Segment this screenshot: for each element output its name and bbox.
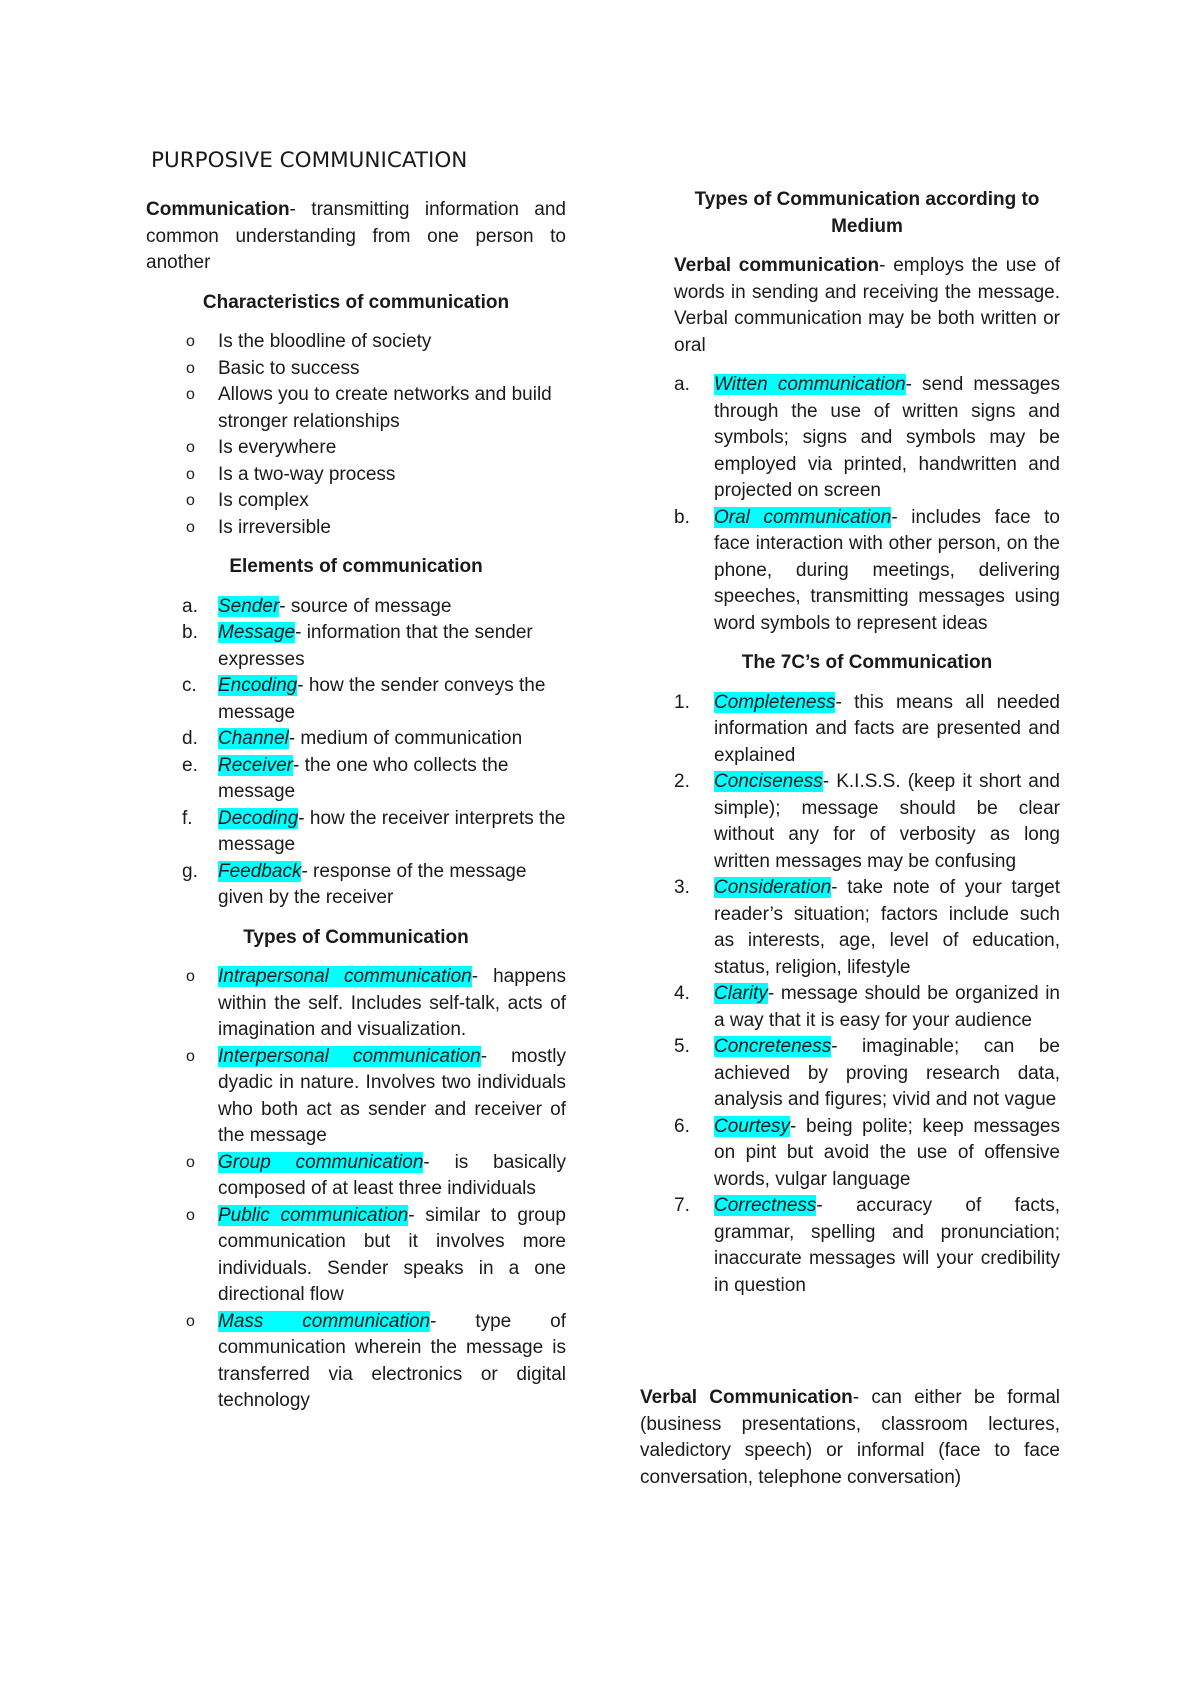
communication-definition <box>146 197 566 277</box>
list-item: o Basic to success <box>186 357 360 379</box>
types-heading: Types of Communication <box>243 926 469 948</box>
medium-heading: Types of Communication according to Medium <box>694 189 1040 237</box>
list-item: c. Encoding- how the sender conveys the message <box>182 675 546 723</box>
list-item: e. Receiver- the one who collects the message <box>182 754 509 802</box>
list-item: o Is irreversible <box>186 516 331 538</box>
elements-list <box>146 594 566 912</box>
list-item: o Intrapersonal communication- happens within the self. Includes self-talk, acts of imagination and visualization. <box>186 966 566 1040</box>
list-item: o Is the bloodline of society <box>186 331 432 352</box>
list-item: 1. Completeness- this means all needed information and facts are presented and explained <box>674 691 1060 766</box>
left-column <box>146 197 566 1415</box>
verbal-forms-paragraph: Verbal Communication- can either be formal (business presentations, classroom lectures, valedictory speech) or informal (face to face conversation, telephone conversation) <box>640 1387 1060 1488</box>
page-title: PURPOSIVE COMMUNICATION <box>151 148 468 173</box>
list-item: f. Decoding- how the receiver interprets the message <box>182 807 566 855</box>
list-item: o Allows you to create networks and build stronger relationships <box>186 384 552 432</box>
list-item: g. Feedback- response of the message given by the receiver <box>182 860 527 908</box>
list-item: d. Channel- medium of communication <box>182 728 523 749</box>
seven-cs-heading: The 7C’s of Communication <box>741 652 993 673</box>
list-item: 7. Correctness- accuracy of facts, grammar, spelling and pronunciation; inaccurate messages will your credibility in question <box>674 1195 1060 1296</box>
list-item: o Public communication- similar to group communication but it involves more individuals. Sender speaks in a one directional flow <box>186 1204 566 1305</box>
right-column <box>674 187 1060 1299</box>
list-item: o Is everywhere <box>186 437 337 458</box>
medium-list <box>674 372 1060 637</box>
characteristics-list <box>146 329 566 541</box>
characteristics-heading: Characteristics of communication <box>202 291 510 313</box>
list-item: 3. Consideration- take note of your target reader’s situation; factors include such as interests, age, level of education, status, religion, lifestyle <box>674 877 1060 978</box>
list-item: a. Witten communication- send messages through the use of written signs and symbols; signs and symbols may be employed via printed, handwritten and projected on screen <box>674 374 1060 501</box>
list-item: 2. Conciseness- K.I.S.S. (keep it short and simple); message should be clear without any for of verbosity as long written messages may be confusing <box>674 771 1060 872</box>
list-item: 6. Courtesy- being polite; keep messages on pint but avoid the use of offensive words, vulgar language <box>674 1115 1060 1190</box>
list-item: 5. Concreteness- imaginable; can be achieved by proving research data, analysis and figures; vivid and not vague <box>674 1036 1060 1110</box>
list-item: o Is complex <box>186 490 309 511</box>
list-item: o Mass communication- type of communication wherein the message is transferred via electronics or digital technology <box>186 1310 566 1411</box>
list-item: 4. Clarity- message should be organized in a way that it is easy for your audience <box>674 983 1060 1031</box>
list-item: o Interpersonal communication- mostly dyadic in nature. Involves two individuals who both act as sender and receiver of the message <box>186 1045 566 1146</box>
list-item: b. Message- information that the sender expresses <box>182 622 533 670</box>
definition-term: Communication <box>146 199 290 220</box>
list-item: a. Sender- source of message <box>182 595 452 617</box>
list-item: o Is a two-way process <box>186 463 396 485</box>
elements-heading: Elements of communication <box>229 556 483 577</box>
definition-text: - transmitting information and common understanding from one person to another <box>146 199 566 273</box>
list-item: b. Oral communication- includes face to face interaction with other person, on the phone, during meetings, delivering speeches, transmitting messages using word symbols to represent ideas <box>674 506 1060 634</box>
verbal-communication-definition: Verbal communication- employs the use of words in sending and receiving the message. Verbal communication may be both written or oral <box>674 255 1060 356</box>
seven-cs-list <box>674 690 1060 1300</box>
list-item: o Group communication- is basically composed of at least three individuals <box>186 1151 566 1199</box>
types-list <box>146 964 566 1415</box>
